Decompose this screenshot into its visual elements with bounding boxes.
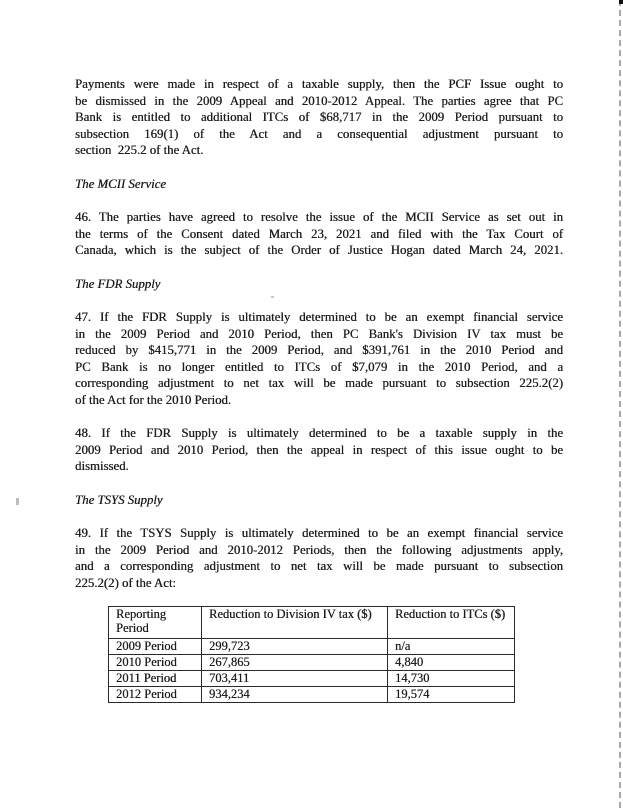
text-line: in the 2009 Period and 2010 Period, then PC Bank's Division IV tax must be — [75, 326, 563, 341]
table-cell: 2010 Period — [109, 655, 202, 671]
table-header-reporting-period: Reporting Period — [109, 607, 202, 639]
table-cell: 299,723 — [202, 639, 388, 655]
table-row — [109, 671, 515, 687]
scan-speck — [271, 296, 274, 298]
table-cell: 267,865 — [202, 655, 388, 671]
text-line: Payments were made in respect of a taxable supply, then the PCF Issue ought to — [75, 77, 563, 91]
text-line: in the 2009 Period and 2010-2012 Periods, then the following adjustments apply, — [75, 542, 563, 557]
section-heading-tsys-supply: The TSYS Supply — [75, 492, 163, 507]
text-line: 48. If the FDR Supply is ultimately determined to be a taxable supply in the — [75, 426, 563, 440]
table-cell: 19,574 — [388, 687, 515, 703]
text-line: and a corresponding adjustment to net tax will be made pursuant to subsection — [75, 559, 563, 573]
table-header-itcs: Reduction to ITCs ($) — [388, 607, 515, 639]
text-line: PC Bank is no longer entitled to ITCs of $7,079 in the 2010 Period, and a — [75, 359, 563, 374]
table-cell: 14,730 — [388, 671, 515, 687]
text-line: 49. If the TSYS Supply is ultimately determined to be an exempt financial service — [75, 526, 563, 540]
table-cell: 703,411 — [202, 671, 388, 687]
scan-speck — [16, 498, 19, 505]
paragraph-46 — [75, 209, 563, 259]
paragraph-49 — [75, 525, 563, 591]
table-cell: 2012 Period — [109, 687, 202, 703]
table-row — [109, 639, 515, 655]
text-line: 47. If the FDR Supply is ultimately determined to be an exempt financial service — [75, 310, 563, 324]
text-line: 225.2(2) of the Act: — [75, 575, 176, 590]
text-line: Canada, which is the subject of the Order of Justice Hogan dated March 24, 2021. — [75, 243, 563, 257]
text-line: 46. The parties have agreed to resolve the issue of the MCII Service as set out in — [75, 210, 563, 224]
text-line: dismissed. — [75, 459, 129, 473]
text-line: corresponding adjustment to net tax will be made pursuant to subsection 225.2(2) — [75, 376, 563, 390]
text-line: 2009 Period and 2010 Period, then the appeal in respect of this issue ought to be — [75, 442, 563, 457]
paragraph-47 — [75, 309, 563, 408]
text-line: of the Act for the 2010 Period. — [75, 392, 232, 407]
table-cell: 2011 Period — [109, 671, 202, 687]
text-line: Bank is entitled to additional ITCs of $68,717 in the 2009 Period pursuant to — [75, 110, 563, 124]
table-header-row — [109, 607, 515, 639]
section-heading-fdr-supply: The FDR Supply — [75, 276, 161, 291]
paragraph-48 — [75, 425, 563, 475]
section-heading-mcii-service: The MCII Service — [75, 176, 166, 191]
scan-corner-mark — [619, 0, 623, 4]
table-row — [109, 687, 515, 703]
table-cell: 4,840 — [388, 655, 515, 671]
text-line: reduced by $415,771 in the 2009 Period, and $391,761 in the 2010 Period and — [75, 343, 563, 357]
text-column — [75, 76, 563, 703]
table-cell: 2009 Period — [109, 639, 202, 655]
paragraph-continuation — [75, 76, 563, 159]
table-row — [109, 655, 515, 671]
adjustments-table — [108, 606, 515, 703]
table-cell: n/a — [388, 639, 515, 655]
table-cell: 934,234 — [202, 687, 388, 703]
text-line: subsection 169(1) of the Act and a consequential adjustment pursuant to — [75, 126, 563, 141]
text-line: be dismissed in the 2009 Appeal and 2010-2012 Appeal. The parties agree that PC — [75, 93, 563, 108]
text-line: the terms of the Consent dated March 23, 2021 and filed with the Tax Court of — [75, 226, 563, 241]
text-line: section 225.2 of the Act. — [75, 143, 204, 157]
table-header-division-iv-tax: Reduction to Division IV tax ($) — [202, 607, 388, 639]
scan-edge-artifact — [619, 0, 621, 808]
